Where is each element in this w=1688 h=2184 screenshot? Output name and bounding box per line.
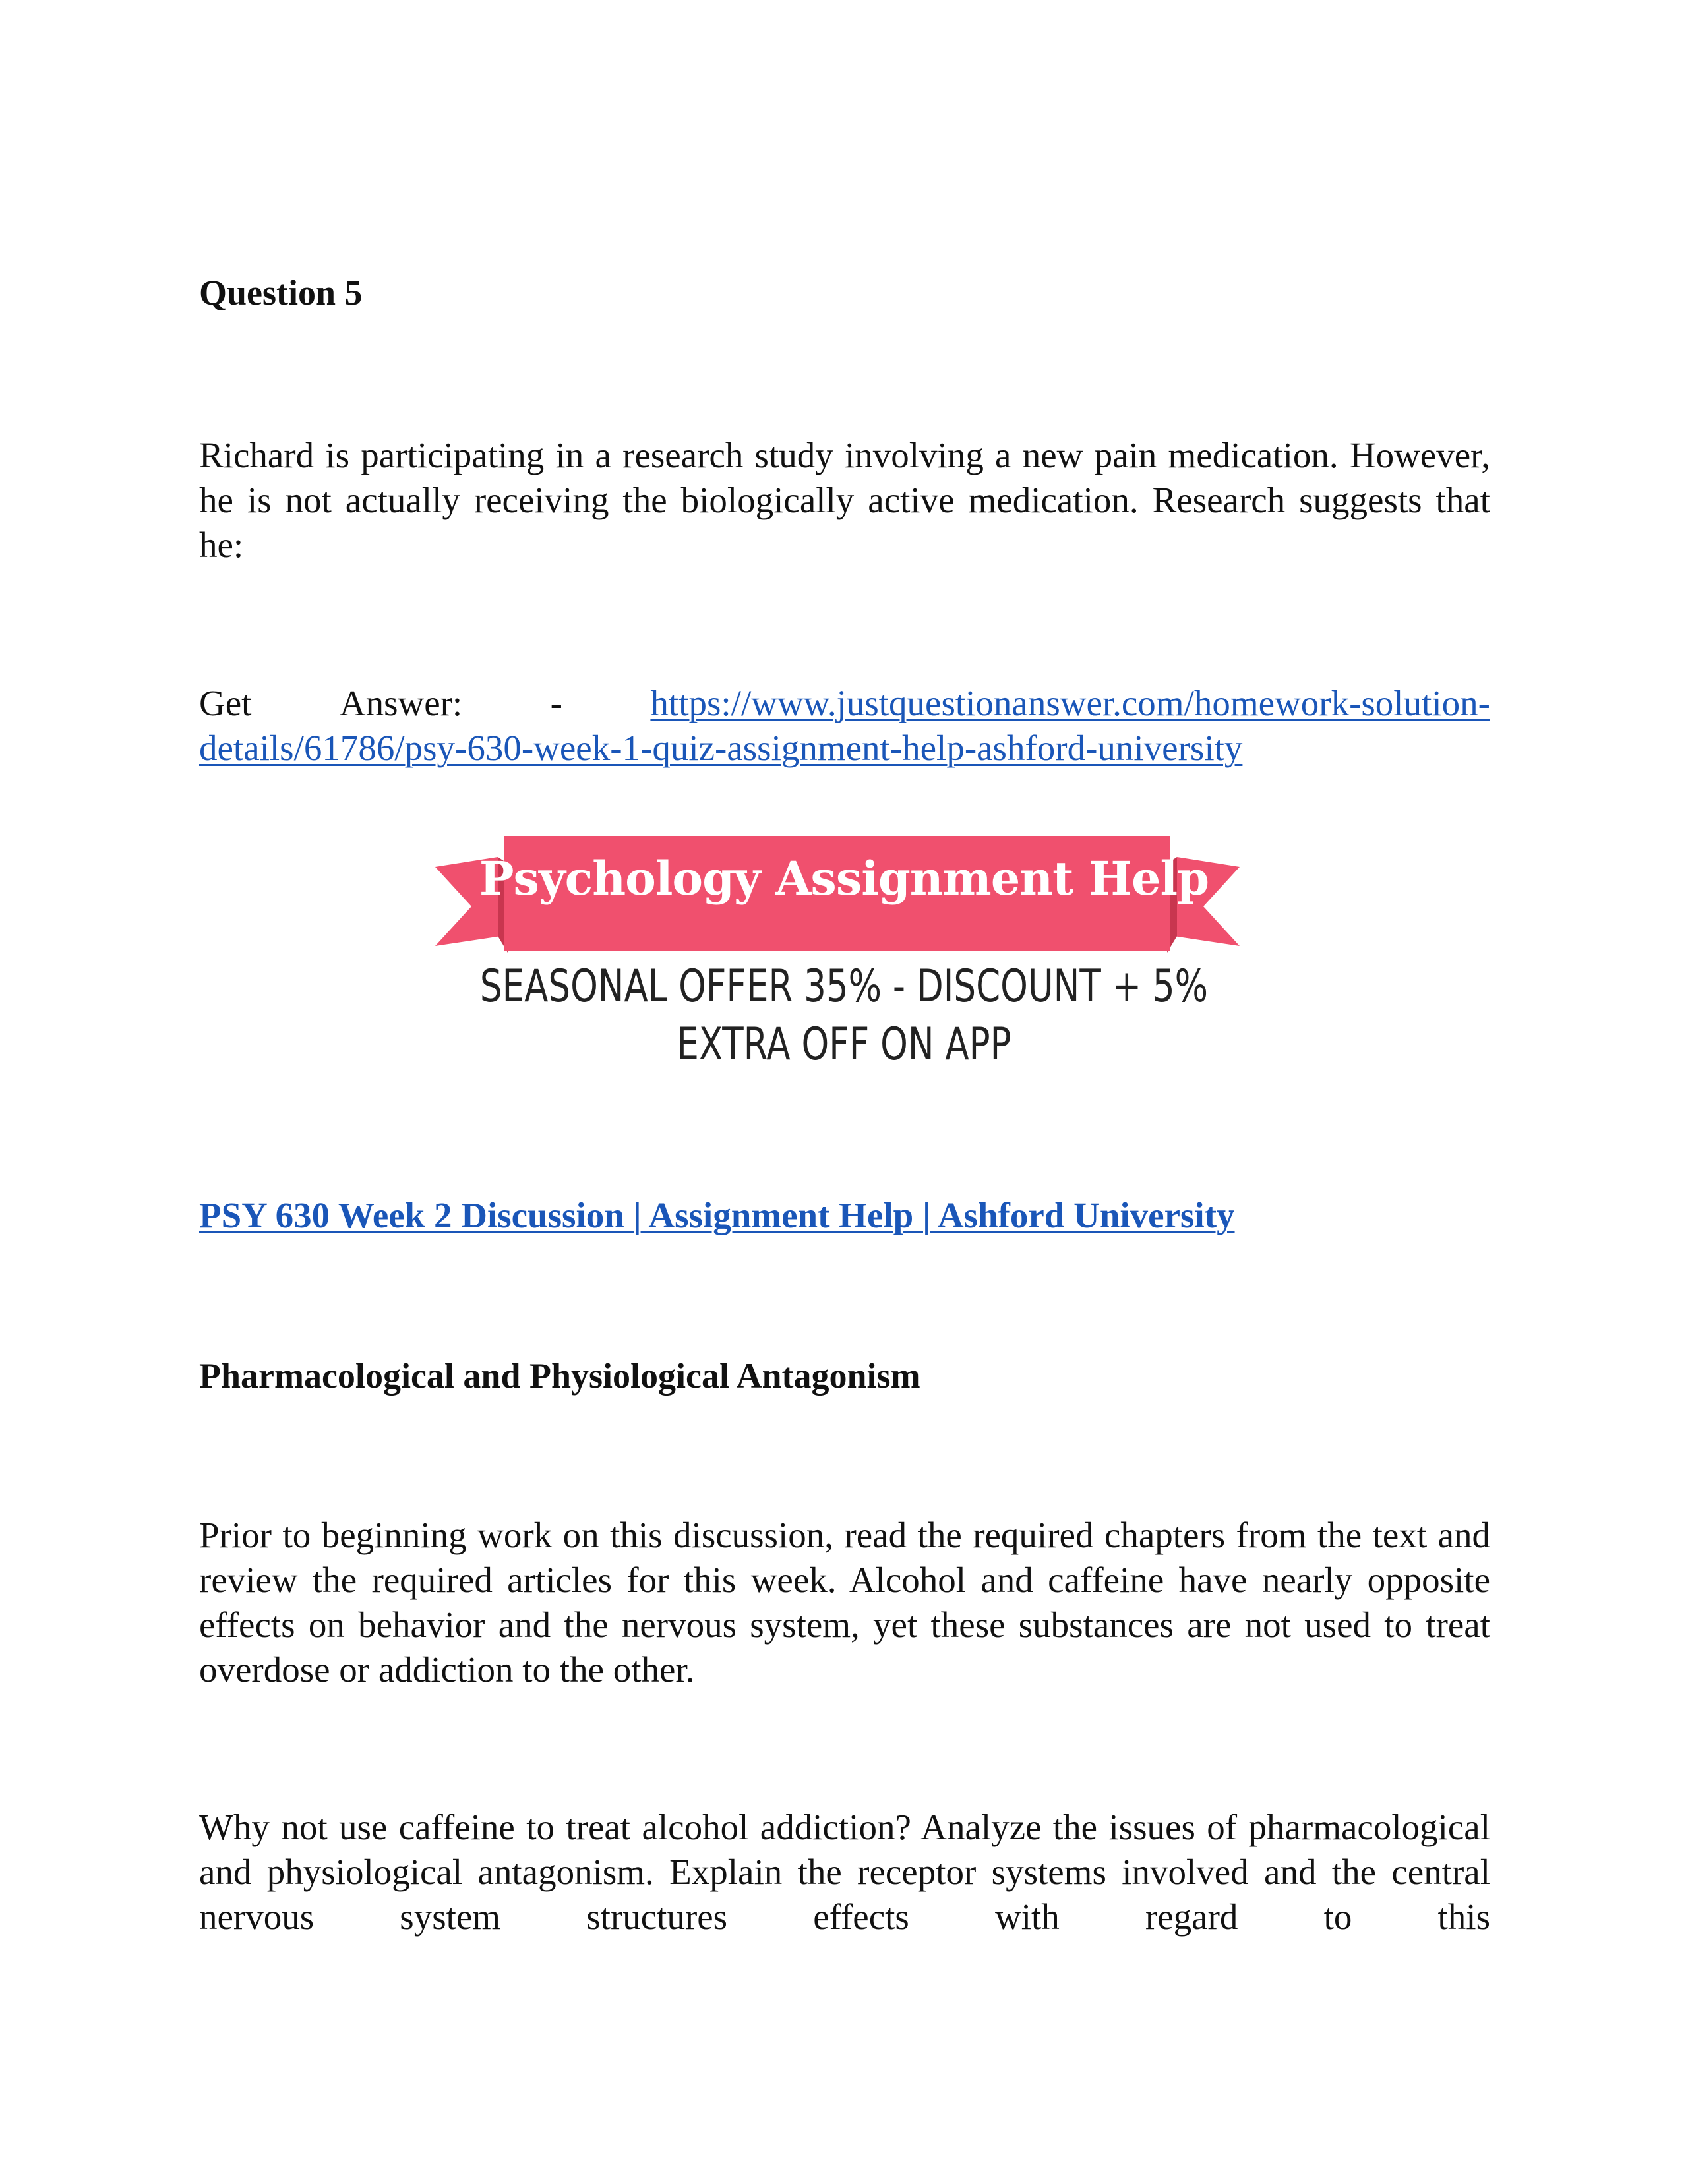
question-title: Question 5 — [199, 273, 363, 312]
answer-link-line1[interactable]: https://www.justquestionanswer.com/homework-solution- — [650, 683, 1490, 723]
offer-line-1: SEASONAL OFFER 35% - DISCOUNT + 5% — [479, 960, 1209, 1013]
dash-separator: - — [550, 683, 562, 723]
banner-title: Psychology Assignment Help — [479, 851, 1209, 906]
get-answer-block — [199, 681, 1490, 771]
discussion-link-block — [199, 1193, 1490, 1238]
answer-label: Answer: — [339, 683, 463, 723]
question-text: Richard is participating in a research study involving a new pain medication. However, he is not actually receiving the biologically active medication. Research suggests that he: — [199, 435, 1490, 565]
answer-link-line2[interactable]: details/61786/psy-630-week-1-quiz-assignment-help-ashford-university — [199, 728, 1243, 768]
get-label: Get — [199, 683, 252, 723]
section-paragraph-1: Prior to beginning work on this discussion, read the required chapters from the text and review the required articles for this week. Alcohol and caffeine have nearly opposite effects on behavior and the nervous system, yet these substances are not used to treat overdose or addiction to the other. — [199, 1515, 1490, 1690]
offer-line-2: EXTRA OFF ON APP — [677, 1018, 1011, 1071]
section-title: Pharmacological and Physiological Antagonism — [199, 1356, 920, 1396]
get-answer-row — [199, 681, 1490, 726]
section-paragraph-2: Why not use caffeine to treat alcohol addiction? Analyze the issues of pharmacological and physiological antagonism. Explain the receptor systems involved and the central nervous system structures effects with regard to this — [199, 1807, 1490, 1937]
discussion-link[interactable]: PSY 630 Week 2 Discussion | Assignment Help | Ashford University — [199, 1195, 1235, 1235]
